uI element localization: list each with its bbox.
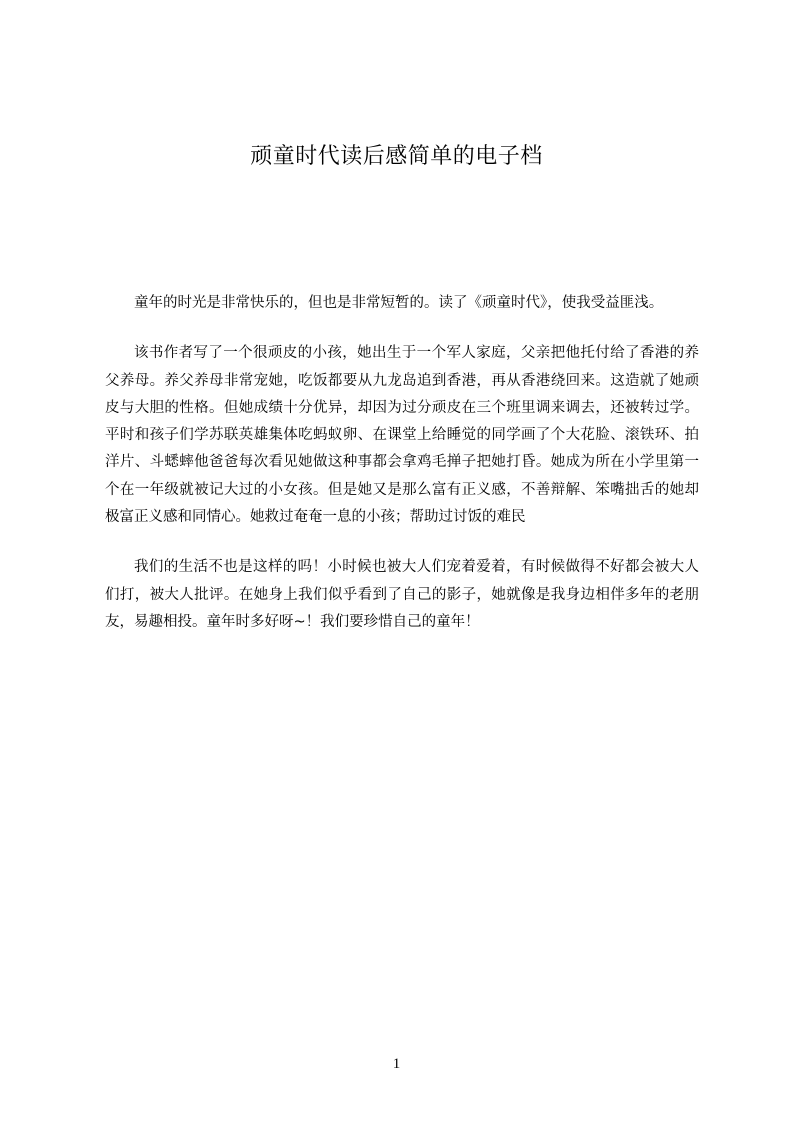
paragraph-3: 我们的生活不也是这样的吗！小时候也被大人们宠着爱着，有时候做得不好都会被大人们打，被大人批评。在她身上我们似乎看到了自己的影子，她就像是我身边相伴多年的老朋友，易趣相投。童年时多好呀~！我们要珍惜自己的童年！ — [105, 559, 699, 630]
paragraph-2: 该书作者写了一个很顽皮的小孩，她出生于一个军人家庭，父亲把他托付给了香港的养父养母。养父养母非常宠她，吃饭都要从九龙岛追到香港，再从香港绕回来。这造就了她顽皮与大胆的性格。但她成绩十分优异，却因为过分顽皮在三个班里调来调去，还被转过学。平时和孩子们学苏联英雄集体吃蚂蚁卵、在课堂上给睡觉的同学画了个大花脸、滚铁环、拍洋片、斗蟋蟀他爸爸每次看见她做这种事都会拿鸡毛掸子把她打昏。她成为所在小学里第一个在一年级就被记大过的小女孩。但是她又是那么富有正义感，不善辩解、笨嘴拙舌的她却极富正义感和同情心。她救过奄奄一息的小孩；帮助过讨饭的难民 — [105, 345, 699, 526]
paragraph-1: 童年的时光是非常快乐的，但也是非常短暂的。读了《顽童时代》，使我受益匪浅。 — [134, 295, 664, 311]
page-number: 1 — [392, 1056, 401, 1072]
document-title: 顽童时代读后感简单的电子档 — [250, 144, 543, 169]
document-body — [105, 290, 699, 659]
